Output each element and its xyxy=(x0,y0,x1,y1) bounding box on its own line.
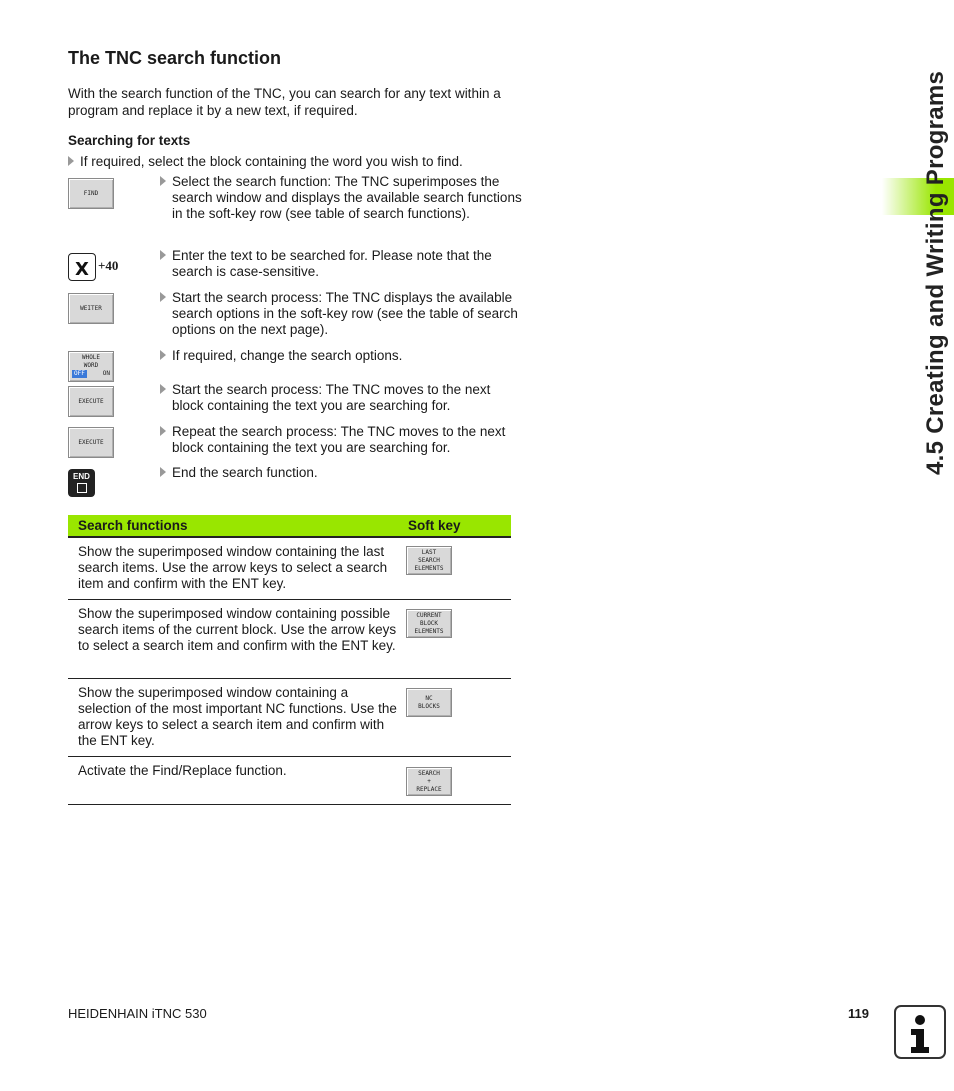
svg-text:X: X xyxy=(75,259,89,280)
subheading: Searching for texts xyxy=(68,133,191,148)
arrow-icon xyxy=(68,156,74,166)
find-softkey: FIND xyxy=(68,178,114,209)
x-icon xyxy=(69,254,95,280)
whole-word-softkey: WHOLE WORD OFF ON xyxy=(68,351,114,382)
step-text: Select the search function: The TNC superimposes the search window and displays the available search functions in the soft-key row (see table of search functions). xyxy=(160,174,522,222)
first-step: If required, select the block containing the word you wish to find. xyxy=(68,154,463,170)
step-text: Repeat the search process: The TNC moves to the next block containing the text you are searching for. xyxy=(160,424,522,456)
section-heading: The TNC search function xyxy=(68,48,282,68)
page-number: 119 xyxy=(848,1006,869,1021)
weiter-softkey: WEITER xyxy=(68,293,114,324)
intro-paragraph: With the search function of the TNC, you can search for any text within a program and replace it by a new text, if required. xyxy=(68,86,501,118)
table-row: Show the superimposed window containing a selection of the most important NC functions. Use the arrow keys to select a search item and confirm with the ENT key. NC BLOCKS xyxy=(68,679,511,757)
table-row: Show the superimposed window containing possible search items of the current block. Use the arrow keys to select a search item and confirm with the ENT key. CURRENT BLOCK ELEMENTS xyxy=(68,600,511,679)
table-row: Show the superimposed window containing the last search items. Use the arrow keys to select a search item and confirm with the ENT key. LAST SEARCH ELEMENTS xyxy=(68,538,511,600)
end-key: END xyxy=(68,469,95,497)
search-functions-table xyxy=(68,515,511,805)
step-text: If required, change the search options. xyxy=(160,348,522,364)
table-row: Activate the Find/Replace function. SEARCH + REPLACE xyxy=(68,757,511,805)
last-search-elements-softkey: LAST SEARCH ELEMENTS xyxy=(406,546,452,575)
key-suffix: +40 xyxy=(98,258,119,273)
search-replace-softkey: SEARCH + REPLACE xyxy=(406,767,452,796)
x-axis-key xyxy=(68,253,96,281)
square-icon xyxy=(77,483,87,493)
current-block-elements-softkey: CURRENT BLOCK ELEMENTS xyxy=(406,609,452,638)
execute-softkey: EXECUTE xyxy=(68,386,114,417)
chapter-side-title: 4.5 Creating and Writing Programs xyxy=(922,70,949,475)
step-text: Start the search process: The TNC moves to the next block containing the text you are searching for. xyxy=(160,382,522,414)
step-text: End the search function. xyxy=(160,465,522,481)
step-text: Enter the text to be searched for. Please note that the search is case-sensitive. xyxy=(160,248,522,280)
execute-softkey-repeat: EXECUTE xyxy=(68,427,114,458)
footer-text: HEIDENHAIN iTNC 530 xyxy=(68,1006,207,1021)
table-header: Search functions Soft key xyxy=(68,515,511,538)
step-text: Start the search process: The TNC displays the available search options in the soft-key row (see the table of search options on the next page). xyxy=(160,290,522,338)
nc-blocks-softkey: NC BLOCKS xyxy=(406,688,452,717)
info-icon xyxy=(894,1005,946,1059)
